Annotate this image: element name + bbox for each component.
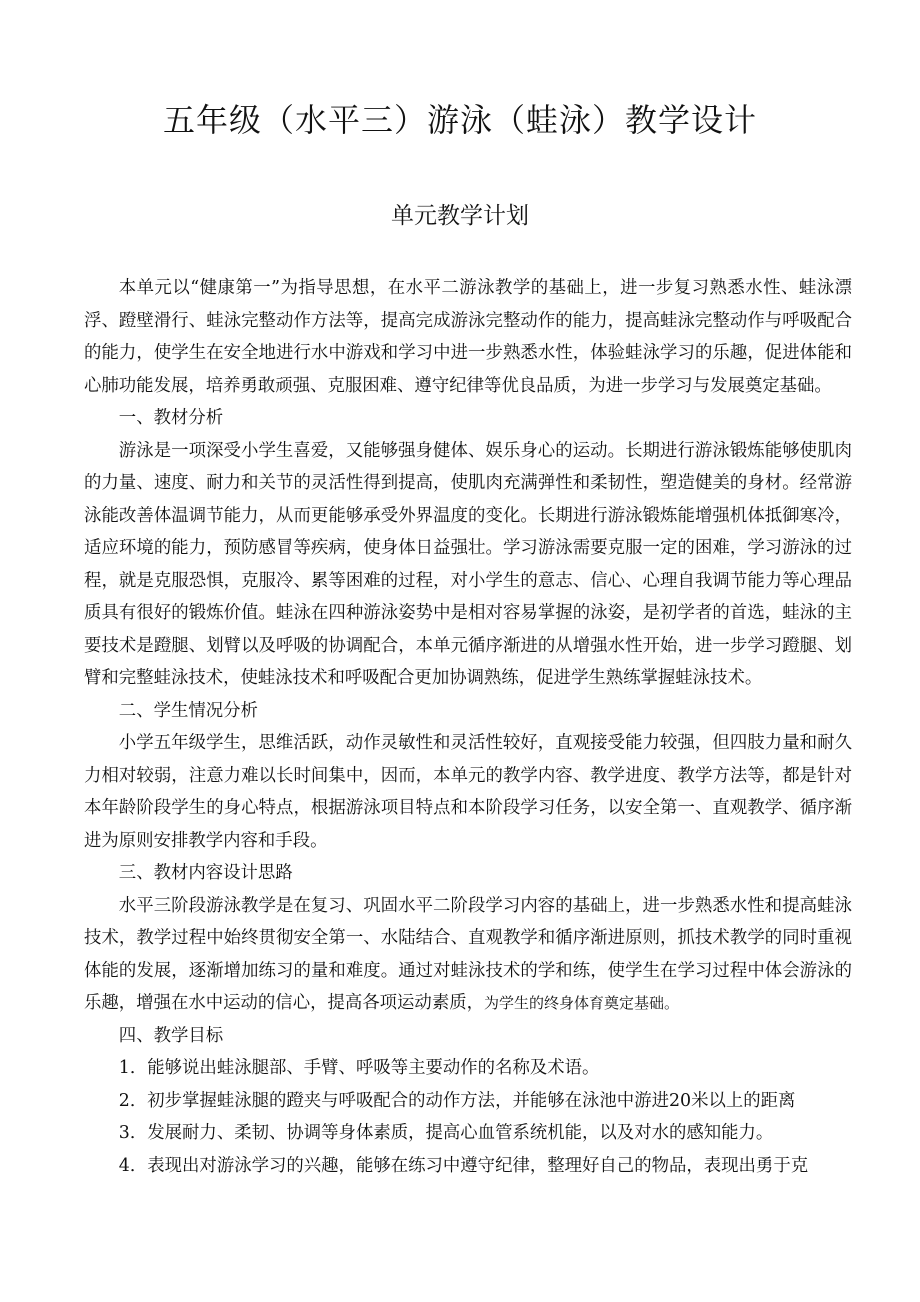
goal-item: 2．初步掌握蛙泳腿的蹬夹与呼吸配合的动作方法，并能够在泳池中游进20米以上的距离 bbox=[118, 1090, 796, 1111]
intro-paragraph: 本单元以“健康第一”为指导思想，在水平二游泳教学的基础上，进一步复习熟悉水性、蛙泳漂浮、蹬壁滑行、蛙泳完整动作方法等，提高完成游泳完整动作的能力，提高蛙泳完整动作与呼吸配合的能力，使学生在安全地进行水中游戏和学习中进一步熟悉水性，体验蛙泳学习的乐趣，促进体能和心肺功能发展，培养勇敢顽强、克服困难、遵守纪律等优良品质，为进一步学习与发展奠定基础。 bbox=[84, 278, 852, 396]
section-text-student-analysis: 小学五年级学生，思维活跃，动作灵敏性和灵活性较好，直观接受能力较强，但四肢力量和耐久力相对较弱，注意力难以长时间集中，因而，本单元的教学内容、教学进度、教学方法等，都是针对本年龄阶段学生的身心特点，根据游泳项目特点和本阶段学习任务，以安全第一、直观教学、循序渐进为原则安排教学内容和手段。 bbox=[84, 733, 852, 851]
section-text-textbook-analysis: 游泳是一项深受小学生喜爱，又能够强身健体、娱乐身心的运动。长期进行游泳锻炼能够使肌肉的力量、速度、耐力和关节的灵活性得到提高，使肌肉充满弹性和柔韧性，塑造健美的身材。经常游泳能改善体温调节能力，从而更能够承受外界温度的变化。长期进行游泳锻炼能增强机体抵御寒冷，适应环境的能力，预防感冒等疾病，使身体日益强壮。学习游泳需要克服一定的困难，学习游泳的过程，就是克服恐惧，克服冷、累等困难的过程，对小学生的意志、信心、心理自我调节能力等心理品质具有很好的锻炼价值。蛙泳在四种游泳姿势中是相对容易掌握的泳姿，是初学者的首选，蛙泳的主要技术是蹬腿、划臂以及呼吸的协调配合，本单元循序渐进的从增强水性开始，进一步学习蹬腿、划臂和完整蛙泳技术，使蛙泳技术和呼吸配合更加协调熟练，促进学生熟练掌握蛙泳技术。 bbox=[84, 440, 852, 688]
section-heading-student-analysis: 二、学生情况分析 bbox=[118, 700, 258, 721]
section-heading-teaching-goals: 四、教学目标 bbox=[118, 1025, 224, 1046]
goal-item: 1．能够说出蛙泳腿部、手臂、呼吸等主要动作的名称及术语。 bbox=[118, 1058, 600, 1078]
section-text-design-approach bbox=[84, 890, 852, 1020]
document-title: 五年级（水平三）游泳（蛙泳）教学设计 bbox=[162, 101, 757, 139]
section-heading-design-approach: 三、教材内容设计思路 bbox=[118, 863, 293, 883]
design-approach-main-text: 水平三阶段游泳教学是在复习、巩固水平二阶段学习内容的基础上，进一步熟悉水性和提高蛙泳技术，教学过程中始终贯彻安全第一、水陆结合、直观教学和循序渐进原则，抓技术教学的同时重视体能的发展，逐渐增加练习的量和难度。通过对蛙泳技术的学和练，使学生在学习过程中体会游泳的乐趣，增强在水中运动的信心，提高各项运动素质， bbox=[84, 895, 852, 1013]
design-approach-small-text: 为学生的终身体育奠定基础。 bbox=[484, 994, 680, 1012]
document-subtitle: 单元教学计划 bbox=[391, 203, 529, 229]
goal-item: 4．表现出对游泳学习的兴趣，能够在练习中遵守纪律，整理好自己的物品，表现出勇于克 bbox=[118, 1155, 809, 1176]
document-body bbox=[84, 272, 852, 1182]
goal-item: 3．发展耐力、柔韧、协调等身体素质，提高心血管系统机能，以及对水的感知能力。 bbox=[118, 1123, 774, 1143]
section-heading-textbook-analysis: 一、教材分析 bbox=[118, 408, 224, 428]
